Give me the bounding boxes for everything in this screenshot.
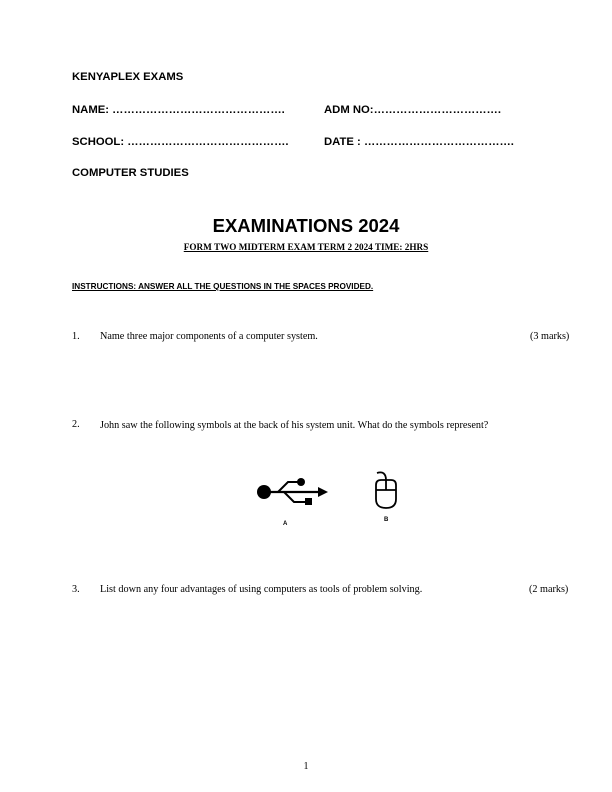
organization-name: KENYAPLEX EXAMS [72, 71, 184, 83]
subject-name: COMPUTER STUDIES [72, 167, 189, 179]
figure-b-label: B [384, 517, 389, 523]
name-field-label: NAME: ………………………………………. [72, 104, 285, 116]
question-3-number: 3. [72, 584, 80, 595]
question-2-text: John saw the following symbols at the back of his system unit. What do the symbols represent? [100, 420, 489, 431]
instructions: INSTRUCTIONS: ANSWER ALL THE QUESTIONS IN THE SPACES PROVIDED. [72, 282, 374, 291]
date-field-label: DATE : …………………………………. [324, 136, 514, 148]
question-3-text: List down any four advantages of using computers as tools of problem solving. [100, 584, 423, 595]
question-1-marks: (3 marks) [530, 331, 570, 342]
question-1-text: Name three major components of a computer system. [100, 331, 318, 342]
figure-a-label: A [283, 521, 288, 527]
question-2-number: 2. [72, 419, 80, 430]
usb-icon [256, 476, 328, 510]
school-field-label: SCHOOL: ……………………………………. [72, 136, 289, 148]
question-3-marks: (2 marks) [529, 584, 569, 595]
page-number: 1 [303, 761, 309, 772]
adm-no-field-label: ADM NO:……………………………. [324, 104, 501, 116]
mouse-icon [373, 471, 399, 511]
exam-subtitle: FORM TWO MIDTERM EXAM TERM 2 2024 TIME: 2HRS [183, 242, 429, 252]
question-1-number: 1. [72, 331, 80, 342]
exam-title: EXAMINATIONS 2024 [212, 215, 400, 236]
